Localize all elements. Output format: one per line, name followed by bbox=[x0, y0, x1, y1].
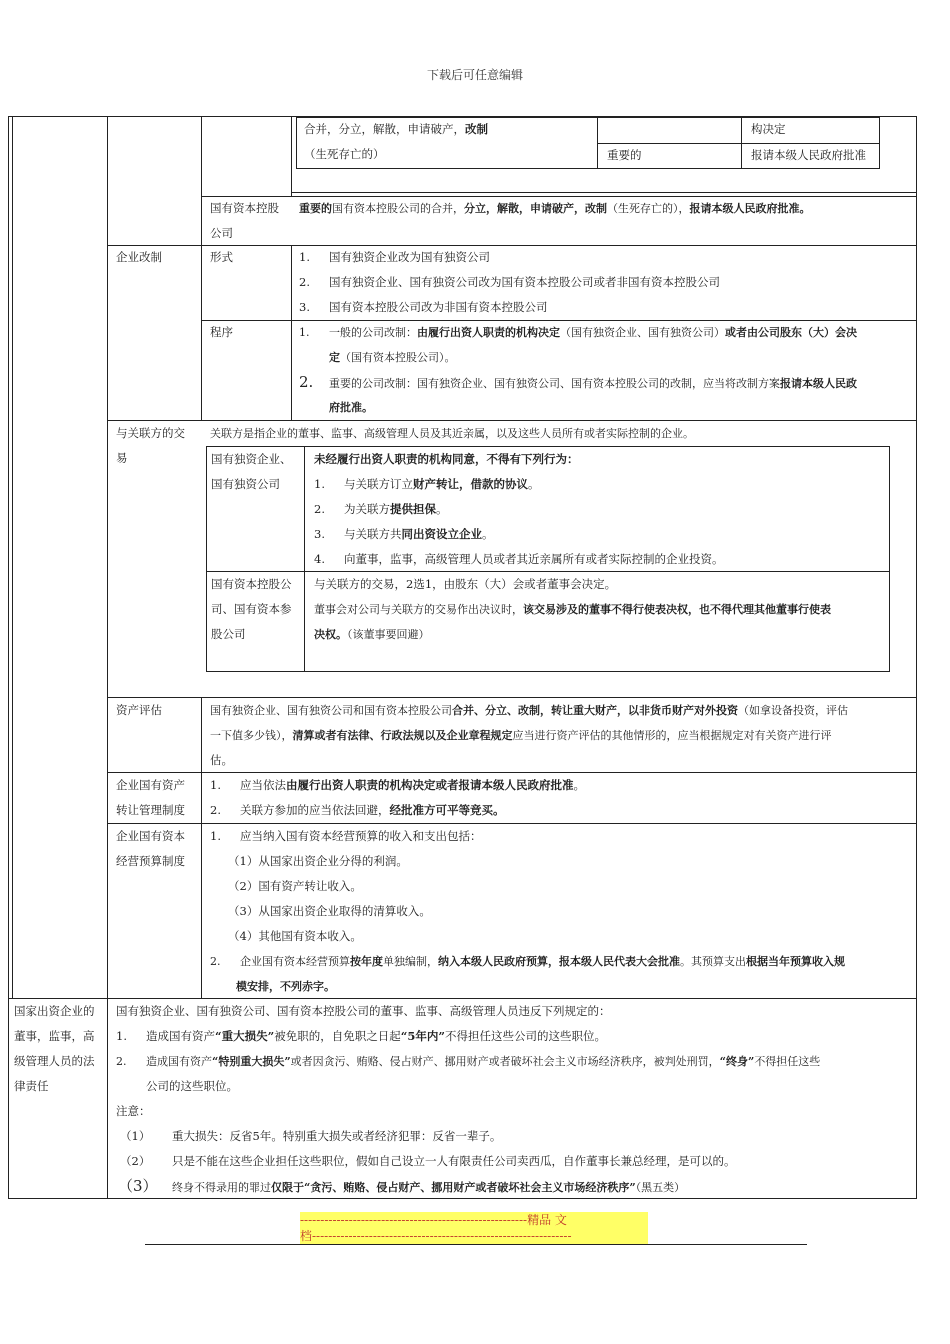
footer-watermark-line1: --------------------------------------------------------精品 文 bbox=[300, 1212, 648, 1228]
table-border bbox=[291, 192, 917, 193]
table-border bbox=[107, 116, 108, 1199]
inner-text: 报请本级人民政府批准 bbox=[751, 148, 866, 162]
list-item: 2. 为关联方提供担保。 bbox=[314, 502, 448, 516]
row-label: 国有资本控股公司 bbox=[210, 201, 279, 240]
cell-label: 司、国有资本参 bbox=[211, 602, 292, 616]
list-item: 4. 向董事，监事，高级管理人员或者其近亲属所有或者实际控制的企业投资。 bbox=[314, 552, 724, 566]
section-label: 律责任 bbox=[14, 1079, 49, 1093]
list-item: 定（国有资本控股公司）。 bbox=[329, 351, 456, 364]
cell-label: 股公司 bbox=[211, 627, 246, 641]
row-text: 一下值多少钱），清算或者有法律、行政法规以及企业章程规定应当进行资产评估的其他情形的，应当根据规定对有关资产进行评 bbox=[210, 729, 832, 742]
section-label: 企业改制 bbox=[116, 250, 162, 264]
cell-text: 未经履行出资人职责的机构同意，不得有下列行为： bbox=[314, 452, 579, 466]
list-item: 2. 关联方参加的应当依法回避，经批准方可平等竞买。 bbox=[210, 803, 505, 817]
row-text: 估。 bbox=[210, 753, 233, 767]
list-item: 2. 造成国有资产“特别重大损失”或者因贪污、贿赂、侵占财产、挪用财产或者破坏社会主义市场经济秩序，被判处刑罚，“终身”不得担任这些 bbox=[116, 1055, 821, 1068]
list-item: 1. 国有独资企业改为国有独资公司 bbox=[299, 250, 490, 264]
cell-text: 董事会对公司与关联方的交易作出决议时，该交易涉及的董事不得行使表决权，也不得代理其他董事行使表 bbox=[314, 603, 831, 616]
section-label: 易 bbox=[116, 451, 128, 465]
cell-label: 国有独资企业、 bbox=[211, 452, 292, 466]
table-border bbox=[304, 446, 305, 672]
cell-text: 与关联方的交易，2选1，由股东（大）会或者董事会决定。 bbox=[314, 577, 617, 591]
list-item: 1. 造成国有资产“重大损失”被免职的，自免职之日起“5年内”不得担任这些公司的这些职位。 bbox=[116, 1029, 606, 1043]
page-header: 下载后可任意编辑 bbox=[426, 68, 523, 82]
cell-text: 决权。（该董事要回避） bbox=[314, 628, 430, 641]
row-text: 国有独资企业、国有独资公司和国有资本控股公司合并、分立、改制，转让重大财产，以非货币财产对外投资（如拿设备投资，评估 bbox=[210, 704, 848, 717]
cell-label: 国有独资公司 bbox=[211, 477, 280, 491]
list-item: （3）从国家出资企业取得的清算收入。 bbox=[228, 904, 431, 918]
list-item: 公司的这些职位。 bbox=[146, 1079, 238, 1093]
list-item: 2. 国有独资企业、国有独资公司改为国有资本控股公司或者非国有资本控股公司 bbox=[299, 275, 720, 289]
footer-watermark-line2: 档---------------------------------------------------------------- bbox=[300, 1228, 648, 1244]
list-item: 1. 应当依法由履行出资人职责的机构决定或者报请本级人民政府批准。 bbox=[210, 778, 585, 792]
list-item: 1. 与关联方订立财产转让，借款的协议。 bbox=[314, 477, 540, 491]
list-item: 3. 国有资本控股公司改为非国有资本控股公司 bbox=[299, 300, 548, 314]
row-text: 国有独资企业、国有独资公司、国有资本控股公司的董事、监事、高级管理人员违反下列规定的： bbox=[116, 1004, 611, 1018]
table-border bbox=[291, 245, 292, 420]
section-label: 企业国有资本 bbox=[116, 829, 185, 843]
table-border bbox=[201, 697, 202, 998]
inner-text: （生死存亡的） bbox=[304, 147, 385, 161]
note-item: （1） 重大损失：反省5年。特别重大损失或者经济犯罪：反省一辈子。 bbox=[120, 1129, 502, 1143]
row-label: 形式 bbox=[210, 250, 233, 264]
section-label: 企业国有资产 bbox=[116, 778, 185, 792]
section-label: 级管理人员的法 bbox=[14, 1054, 95, 1068]
section-label: 与关联方的交 bbox=[116, 426, 185, 440]
list-item: （4）其他国有资本收入。 bbox=[228, 929, 362, 943]
list-item: 2. 企业国有资本经营预算按年度单独编制，纳入本级人民政府预算，报本级人民代表大会批准。其预算支出根据当年预算收入规 bbox=[210, 955, 845, 968]
inner-text: 重要的 bbox=[607, 148, 642, 162]
note-item: （2） 只是不能在这些企业担任这些职位，假如自己设立一人有限责任公司卖西瓜，自作董事长兼总经理，是可以的。 bbox=[120, 1154, 736, 1168]
note-item: （3） 终身不得录用的罪过仅限于“贪污、贿赂、侵占财产、挪用财产或者破坏社会主义市场经济秩序”（黑五类） bbox=[118, 1177, 686, 1195]
footer-rule bbox=[145, 1244, 807, 1245]
list-item: （1）从国家出资企业分得的利润。 bbox=[228, 854, 408, 868]
list-item: 府批准。 bbox=[329, 401, 373, 414]
list-item: 1. 一般的公司改制：由履行出资人职责的机构决定（国有独资企业、国有独资公司）或者由公司股东（大）会决 bbox=[299, 326, 857, 339]
section-label: 董事，监事，高 bbox=[14, 1029, 95, 1043]
inner-text: 构决定 bbox=[751, 122, 786, 136]
list-item: 1. 应当纳入国有资本经营预算的收入和支出包括： bbox=[210, 829, 482, 843]
list-item: 3. 与关联方共同出资设立企业。 bbox=[314, 527, 494, 541]
table-border bbox=[291, 116, 292, 196]
row-label: 程序 bbox=[210, 325, 233, 339]
table-border bbox=[12, 116, 13, 999]
inner-text: 合并，分立，解散，申请破产，改制 bbox=[304, 122, 488, 136]
list-item: 2. 重要的公司改制：国有独资企业、国有独资公司、国有资本控股公司的改制，应当将改制方案报请本级人民政 bbox=[299, 373, 857, 391]
list-item: （2）国有资产转让收入。 bbox=[228, 879, 362, 893]
note-label: 注意： bbox=[116, 1104, 151, 1118]
row-text: 关联方是指企业的董事、监事、高级管理人员及其近亲属，以及这些人员所有或者实际控制的企业。 bbox=[210, 427, 694, 440]
section-label: 转让管理制度 bbox=[116, 803, 185, 817]
section-label: 国家出资企业的 bbox=[14, 1004, 95, 1018]
cell-label: 国有资本控股公 bbox=[211, 577, 292, 591]
section-label: 资产评估 bbox=[116, 703, 162, 717]
list-item: 模安排，不列赤字。 bbox=[236, 980, 335, 993]
table-border bbox=[201, 116, 202, 420]
section-label: 经营预算制度 bbox=[116, 854, 185, 868]
row-text: 重要的国有资本控股公司的合并，分立，解散，申请破产，改制（生死存亡的），报请本级人民政府批准。 bbox=[299, 202, 811, 215]
